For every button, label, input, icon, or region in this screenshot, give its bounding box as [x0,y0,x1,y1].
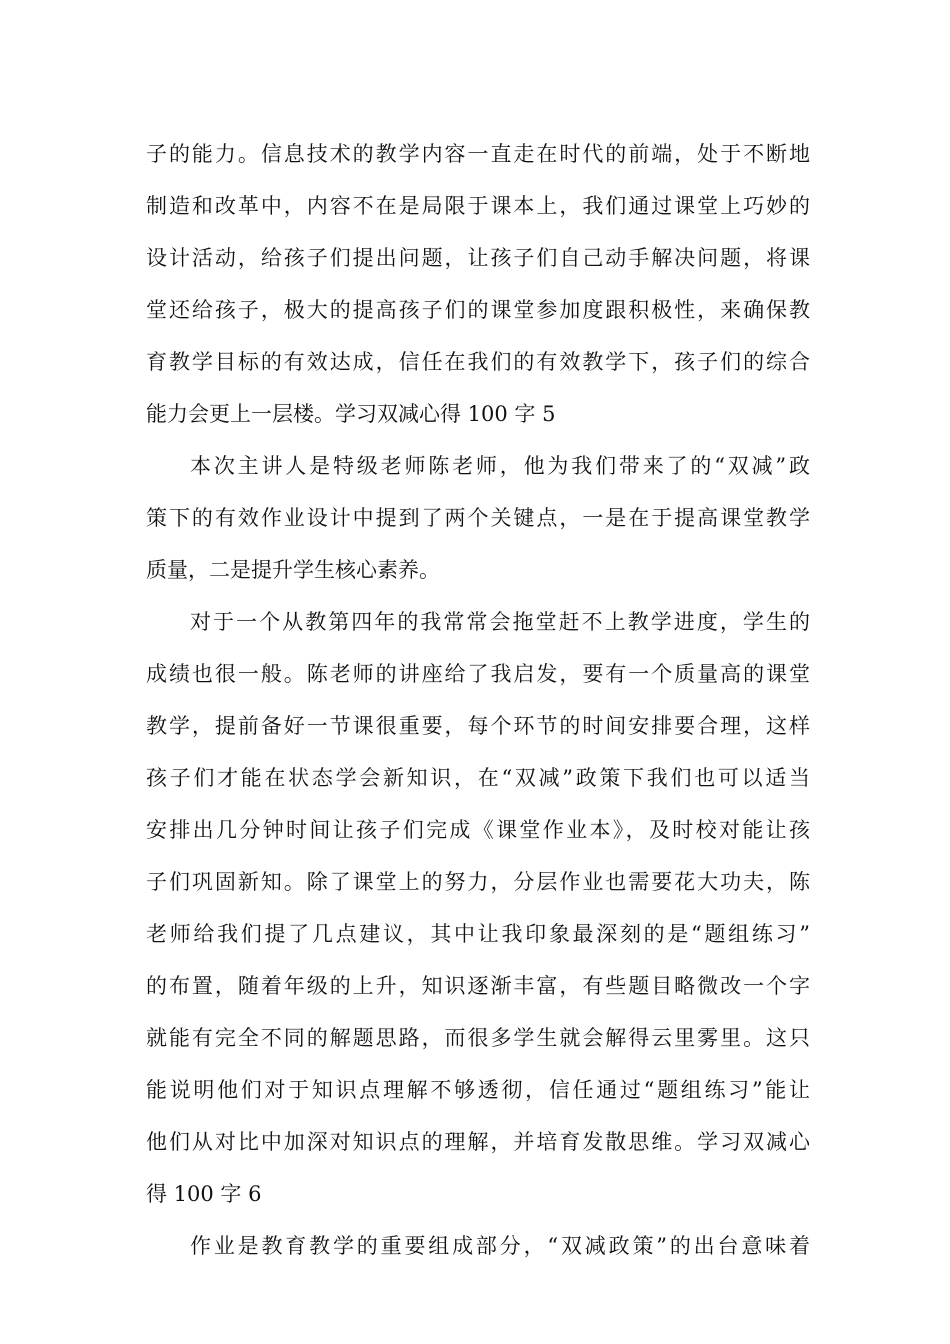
text-line: 安排出几分钟时间让孩子们完成《课堂作业本》，及时校对能让孩 [146,818,810,842]
text-line: 的布置，随着年级的上升，知识逐渐丰富，有些题目略微改一个字 [146,974,810,998]
text-line: 就能有完全不同的解题思路，而很多学生就会解得云里雾里。这只 [146,1026,810,1050]
text-line: 设计活动，给孩子们提出问题，让孩子们自己动手解决问题，将课 [146,246,810,270]
body-text [146,128,810,1272]
paragraph-start-line: 本次主讲人是特级老师陈老师，他为我们带来了的“双减”政 [190,454,810,478]
text-line: 策下的有效作业设计中提到了两个关键点，一是在于提高课堂教学 [146,506,810,530]
text-line: 老师给我们提了几点建议，其中让我印象最深刻的是“题组练习” [146,922,810,946]
paragraph-start-line: 作业是教育教学的重要组成部分，“双减政策”的出台意味着 [190,1234,810,1258]
text-line: 能说明他们对于知识点理解不够透彻，信任通过“题组练习”能让 [146,1078,810,1102]
text-line: 孩子们才能在状态学会新知识，在“双减”政策下我们也可以适当 [146,766,810,790]
text-line: 成绩也很一般。陈老师的讲座给了我启发，要有一个质量高的课堂 [146,662,810,686]
text-line: 得 100 字 6 [146,1182,262,1206]
text-line: 子的能力。信息技术的教学内容一直走在时代的前端，处于不断地 [146,142,810,166]
text-line: 他们从对比中加深对知识点的理解，并培育发散思维。学习双减心 [146,1130,810,1154]
text-line: 堂还给孩子，极大的提高孩子们的课堂参加度跟积极性，来确保教 [146,298,810,322]
text-line: 教学，提前备好一节课很重要，每个环节的时间安排要合理，这样 [146,714,810,738]
text-line: 子们巩固新知。除了课堂上的努力，分层作业也需要花大功夫，陈 [146,870,810,894]
text-line: 制造和改革中，内容不在是局限于课本上，我们通过课堂上巧妙的 [146,194,810,218]
paragraph-start-line: 对于一个从教第四年的我常常会拖堂赶不上教学进度，学生的 [190,610,810,634]
text-line: 能力会更上一层楼。学习双减心得 100 字 5 [146,402,556,426]
text-line: 质量，二是提升学生核心素养。 [146,558,440,582]
text-line: 育教学目标的有效达成，信任在我们的有效教学下，孩子们的综合 [146,350,810,374]
